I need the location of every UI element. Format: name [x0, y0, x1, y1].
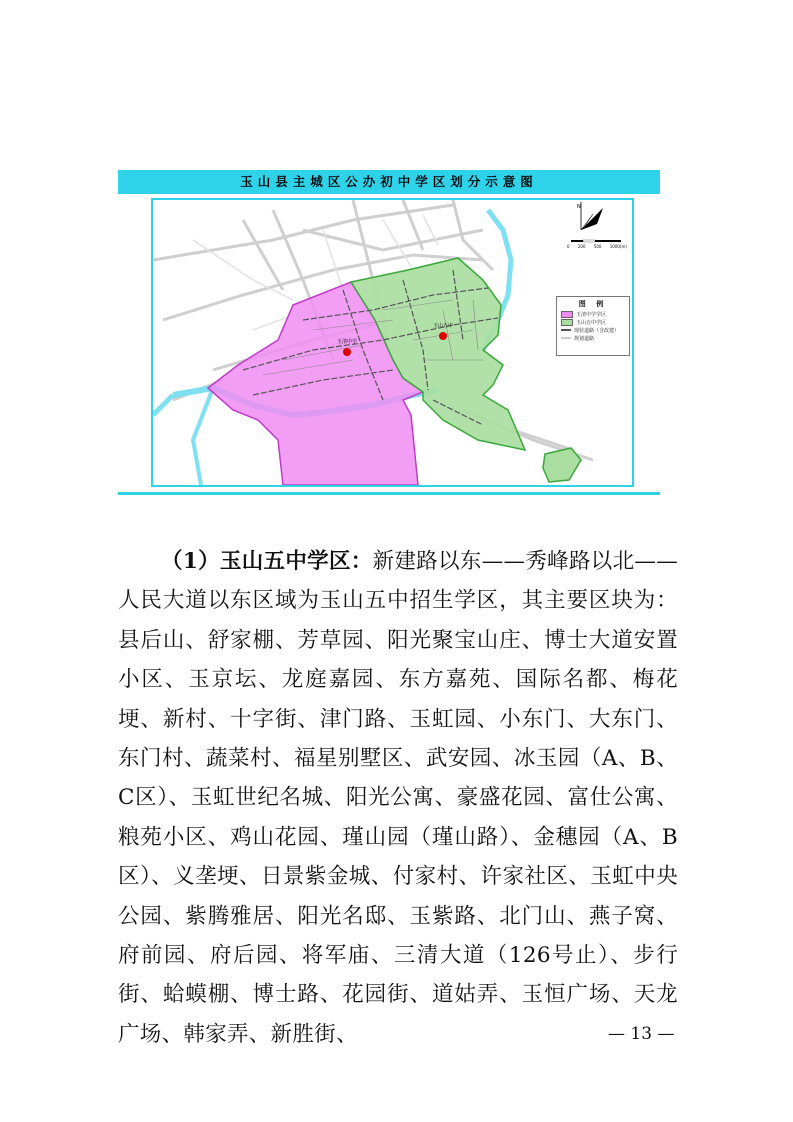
- zone-b-exclave: [543, 448, 581, 482]
- page-number: — 13 —: [608, 1024, 675, 1044]
- legend-item-zone-a: 玉清中学学区: [561, 311, 629, 317]
- body-text: [118, 542, 678, 1054]
- map-legend: [556, 296, 630, 356]
- school-a-label: 玉清中学: [337, 339, 358, 345]
- legend-item-existing-road: 现状道路（含改建）: [561, 327, 629, 333]
- scale-bar: [571, 240, 621, 242]
- map-bottom-rule: [118, 492, 660, 495]
- legend-swatch: [561, 311, 573, 318]
- school-a-marker: [343, 348, 351, 356]
- legend-item-planned-road: 规划道路: [561, 335, 629, 341]
- legend-line: [561, 329, 571, 331]
- legend-swatch: [561, 319, 573, 326]
- legend-line: [561, 337, 571, 339]
- district-map: [151, 198, 634, 487]
- svg-text:N: N: [577, 204, 581, 210]
- map-title: 玉山县主城区公办初中学区划分示意图: [118, 170, 660, 194]
- school-b-marker: [439, 332, 447, 340]
- legend-item-zone-b: 玉山五中学区: [561, 319, 629, 325]
- scale-labels: 0 200 500 1000(m): [567, 244, 627, 249]
- legend-title: 图 例: [578, 299, 608, 308]
- school-b-label: 玉山五中: [433, 323, 454, 329]
- section-heading: （1）玉山五中学区：: [161, 549, 373, 574]
- section-body: 新建路以东——秀峰路以北——人民大道以东区域为玉山五中招生学区，其主要区块为：县后山、舒家棚、芳草园、阳光聚宝山庄、博士大道安置小区、玉京坛、龙庭嘉园、东方嘉苑、国际名都、梅花埂、新村、十字街、津门路、玉虹园、小东门、大东门、东门村、蔬菜村、福星别墅区、武安园、冰玉园（A、B、C区）、玉虹世纪名城、阳光公寓、豪盛花园、富仕公寓、粮苑小区、鸡山花园、瑾山园（瑾山路）、金穗园（A、B区）、义垄埂、日景紫金城、付家村、许家社区、玉虹中央公园、紫腾雅居、阳光名邸、玉紫路、北门山、燕子窝、府前园、府后园、将军庙、三清大道（126号止）、步行街、蛤蟆棚、博士路、花园街、道姑弄、玉恒广场、天龙广场、韩家弄、新胜街、: [118, 549, 678, 1047]
- north-arrow-icon: [577, 202, 603, 230]
